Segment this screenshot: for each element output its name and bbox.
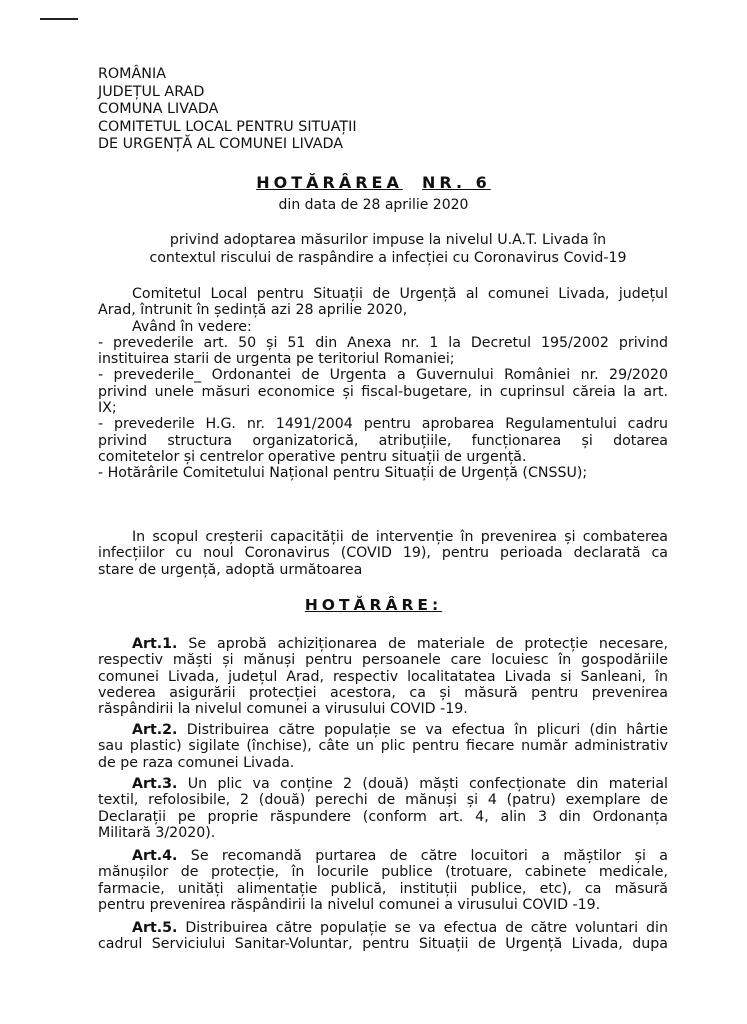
article-text: textil, refolosibile, 2 (două) perechi de mănuși și 4 (patru) exemplare de bbox=[98, 792, 668, 809]
document-title bbox=[0, 175, 747, 191]
article-text: pentru prevenirea răspândirii la nivelul comunei a virusului COVID -19. bbox=[98, 896, 601, 913]
header-committee: COMITETUL LOCAL PENTRU SITUAȚII bbox=[98, 118, 357, 135]
article-line bbox=[98, 722, 668, 738]
preamble-text: Arad, întrunit în ședință azi 28 aprilie 2020, bbox=[98, 302, 408, 319]
article-text: vederea asigurării protecției acestora, ca și măsură pentru prevenirea bbox=[98, 684, 668, 701]
article-text: Un plic va conține 2 (două) măști confecționate din material bbox=[177, 776, 668, 792]
article-text: Se aprobă achiziționarea de materiale de protecție necesare, bbox=[177, 636, 668, 652]
article-label: Art.4. bbox=[132, 848, 178, 864]
legal-basis-item: IX; bbox=[98, 400, 117, 417]
article-line bbox=[98, 636, 668, 652]
article-text: respectiv măști și mănuși pentru persoanele care locuiesc în gospodăriile bbox=[98, 652, 668, 669]
legal-basis-item: instituirea starii de urgenta pe teritoriul Romaniei; bbox=[98, 351, 455, 368]
article-text: Se recomandă purtarea de către locuitori a măștilor și a bbox=[177, 848, 668, 864]
decision-heading bbox=[0, 597, 747, 613]
document-subject bbox=[98, 232, 678, 267]
article-text: Declarații pe proprie răspundere (conform art. 4, alin 3 din Ordonanța bbox=[98, 808, 668, 825]
title-word: HOTĂRÂREA bbox=[256, 173, 403, 192]
header-commune: COMUNA LIVADA bbox=[98, 101, 219, 117]
article-label: Art.3. bbox=[132, 776, 178, 792]
article-text: comunei Livada, județul Arad, respectiv localitatatea Livada si Sanleani, în bbox=[98, 668, 668, 685]
legal-basis-item: - Hotărârile Comitetului Național pentru Situații de Urgență (CNSSU); bbox=[98, 465, 588, 482]
article-text: răspândirii la nivelul comunei a virusului COVID -19. bbox=[98, 701, 468, 718]
article-2 bbox=[98, 722, 668, 771]
article-text: sau plastic) sigilate (închise), câte un plic pentru fiecare număr administrativ bbox=[98, 738, 668, 755]
article-text: mănușilor de protecție, în locurile publice (trotuare, cabinete medicale, bbox=[98, 864, 668, 881]
purpose-text: stare de urgență, adoptă următoarea bbox=[98, 561, 363, 578]
purpose-paragraph bbox=[98, 529, 668, 578]
scan-margin-mark bbox=[40, 18, 78, 20]
article-label: Art.2. bbox=[132, 722, 178, 738]
article-text: Militară 3/2020). bbox=[98, 824, 216, 841]
title-number: NR. 6 bbox=[421, 173, 491, 192]
document-date: din data de 28 aprilie 2020 bbox=[278, 197, 469, 213]
article-line bbox=[98, 776, 668, 792]
header-county: JUDEȚUL ARAD bbox=[98, 83, 205, 100]
legal-basis-item: comitetelor și centrelor operative pentru situații de urgență. bbox=[98, 448, 527, 465]
article-text: cadrul Serviciului Sanitar-Voluntar, pentru Situații de Urgență Livada, dupa bbox=[98, 936, 668, 953]
article-text: farmacie, unități alimentație publică, instituții publice, etc), ca măsură bbox=[98, 880, 668, 897]
issuer-header bbox=[98, 66, 357, 154]
article-text: Distribuirea către populație se va efectua în plicuri (din hârtie bbox=[177, 722, 668, 738]
legal-basis-item: - prevederile art. 50 și 51 din Anexa nr. 1 la Decretul 195/2002 privind bbox=[98, 334, 668, 351]
purpose-text: In scopul creșterii capacității de intervenție în prevenirea și combaterea bbox=[132, 529, 668, 545]
subject-line-2: contextul riscului de raspândire a infecției cu Coronavirus Covid-19 bbox=[149, 249, 627, 266]
header-committee-cont: DE URGENȚĂ AL COMUNEI LIVADA bbox=[98, 136, 344, 152]
legal-basis-item: privind unele măsuri economice și fiscal-bugetare, in cuprinsul căreia la art. bbox=[98, 383, 668, 400]
preamble bbox=[98, 286, 668, 482]
purpose-text: infecțiilor cu noul Coronavirus (COVID 19), pentru perioada declarată ca bbox=[98, 545, 668, 562]
article-5 bbox=[98, 920, 668, 953]
article-text: de pe raza comunei Livada. bbox=[98, 754, 295, 771]
article-1 bbox=[98, 636, 668, 717]
article-label: Art.1. bbox=[132, 636, 178, 652]
article-line bbox=[98, 920, 668, 936]
article-label: Art.5. bbox=[132, 920, 178, 936]
header-country: ROMÂNIA bbox=[98, 66, 166, 82]
decision-heading-text: HOTĂRÂRE: bbox=[304, 596, 443, 614]
legal-basis-item: - prevederile_ Ordonantei de Urgenta a Guvernului României nr. 29/2020 bbox=[98, 367, 668, 384]
subject-line-1: privind adoptarea măsurilor impuse la nivelul U.A.T. Livada în bbox=[169, 232, 607, 248]
legal-basis-item: - prevederile H.G. nr. 1491/2004 pentru aprobarea Regulamentului cadru bbox=[98, 416, 668, 433]
article-line bbox=[98, 848, 668, 864]
preamble-text: Comitetul Local pentru Situații de Urgență al comunei Livada, județul bbox=[132, 286, 668, 302]
article-3 bbox=[98, 776, 668, 841]
article-4 bbox=[98, 848, 668, 913]
article-text: Distribuirea către populație se va efectua de către voluntari din bbox=[177, 920, 668, 936]
legal-basis-item: privind structura organizatorică, atribuțiile, funcționarea și dotarea bbox=[98, 432, 668, 449]
preamble-text: Având în vedere: bbox=[132, 318, 252, 335]
